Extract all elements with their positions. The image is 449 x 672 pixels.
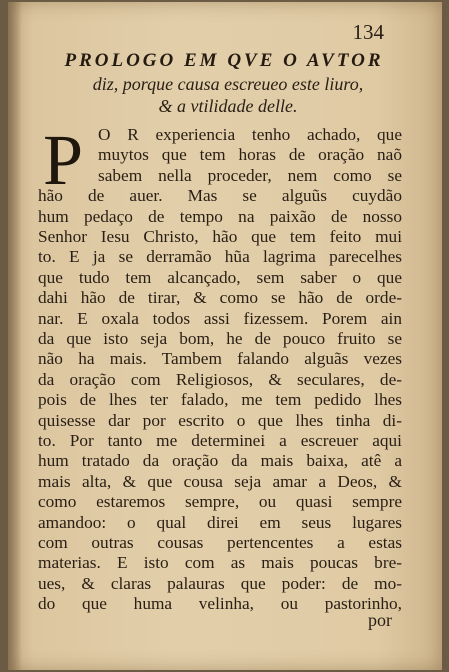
text-line: muytos que tem horas de oração naõ xyxy=(98,145,402,165)
text-line: to. E ja se derramão hũa lagrima parecelhes xyxy=(38,247,402,267)
book-page xyxy=(8,2,442,670)
page-number: 134 xyxy=(352,20,384,44)
text-line: hão de auer. Mas se alguũs cuydão xyxy=(38,186,402,206)
text-line: nar. E oxala todos assi fizessem. Porem ain xyxy=(38,308,402,328)
catchword: por xyxy=(368,610,392,630)
text-line: hum pedaço de tempo na paixão de nosso xyxy=(38,206,402,226)
text-line: hum tratado da oração da mais baixa, atê a xyxy=(38,451,402,471)
text-line: ues, & claras palauras que poder: de mo- xyxy=(38,573,402,593)
text-line: com outras cousas pertencentes a estas xyxy=(38,533,402,552)
text-line: que tudo tem alcançado, sem saber o que xyxy=(38,267,402,287)
prologue-subheading-line-1: diz, porque causa escreueo este liuro, xyxy=(92,74,364,94)
prologue-heading: PROLOGO EM QVE O AVTOR xyxy=(64,50,384,71)
text-line: não ha mais. Tambem falando alguãs vezes xyxy=(38,349,402,369)
prologue-subheading-line-2: & a vtilidade delle. xyxy=(158,96,298,116)
text-line: pois de lhes ter falado, me tem pedido lhes xyxy=(38,390,402,410)
drop-cap-initial: P xyxy=(43,120,84,200)
page-gutter-shadow xyxy=(8,2,22,670)
text-line: quisesse dar por escrito o que lhes tinha di- xyxy=(38,410,402,430)
text-line: da oração com Religiosos, & seculares, de- xyxy=(38,369,402,389)
text-line: to. Por tanto me determinei a escreuer aqui xyxy=(38,431,402,450)
text-line: Senhor Iesu Christo, hão que tem feito mui xyxy=(38,227,402,246)
text-line: como estaremos sempre, ou quasi sempre xyxy=(38,492,402,512)
text-line: mais alta, & que cousa seja amar a Deos, & xyxy=(38,471,402,491)
text-line: O R experiencia tenho achado, que xyxy=(98,125,402,144)
text-line: sabem nella proceder, nem como se xyxy=(98,165,402,185)
text-line: da que isto seja bom, he de pouco fruito se xyxy=(38,329,402,348)
text-line: materias. E isto com as mais poucas bre- xyxy=(38,553,402,573)
text-line: do que huma velinha, ou pastorinho, xyxy=(38,594,402,614)
text-line: amandoo: o qual direi em seus lugares xyxy=(38,512,402,532)
text-line: dahi hão de tirar, & como se hão de orde- xyxy=(38,288,402,308)
